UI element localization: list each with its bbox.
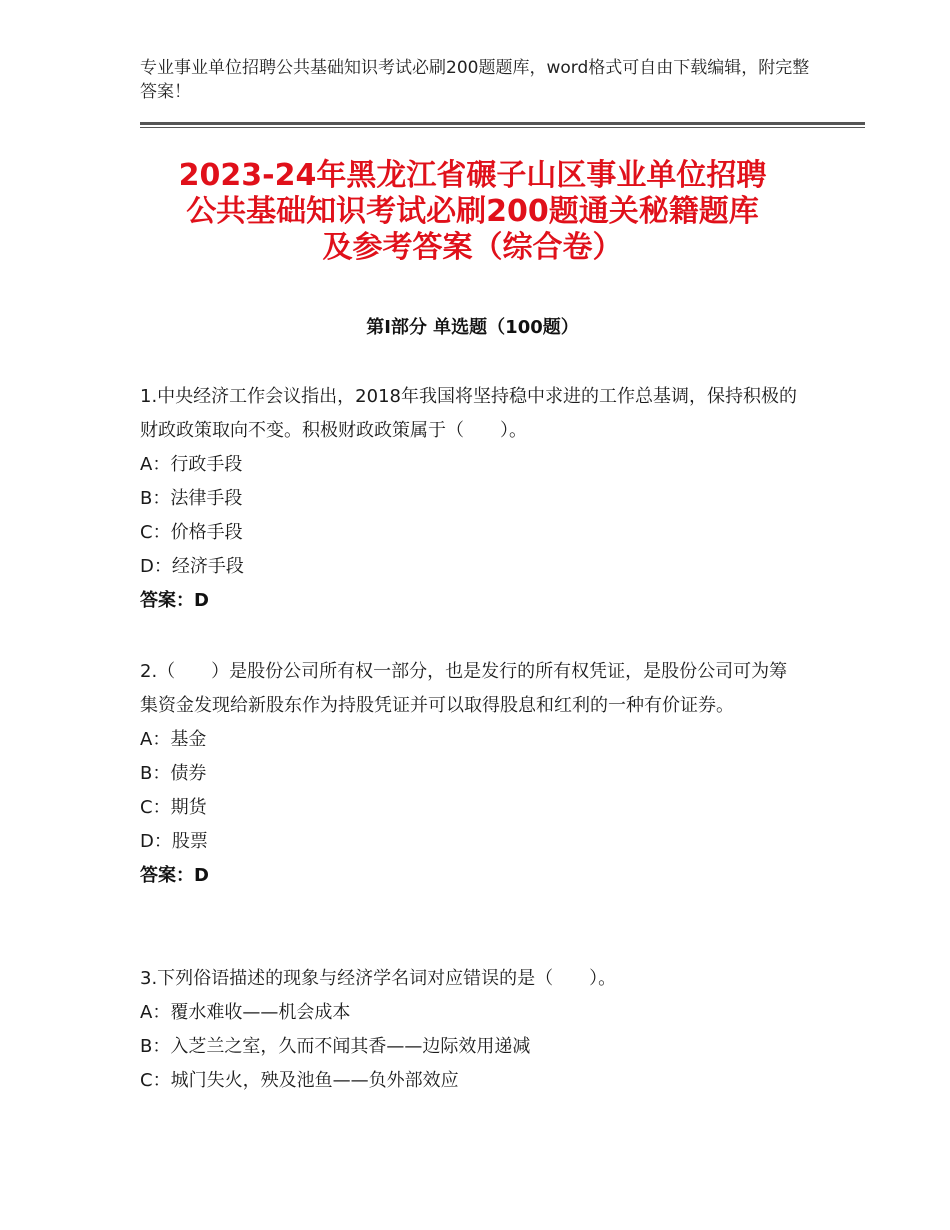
option-d: D：股票 xyxy=(140,831,208,852)
option-c: C：期货 xyxy=(140,797,207,818)
header-divider-thick xyxy=(140,122,865,125)
option-a: A：基金 xyxy=(140,729,207,750)
question-2 xyxy=(140,655,800,893)
document-title-line-2: 公共基础知识考试必刷200题通关秘籍题库 xyxy=(186,194,759,229)
option-b: B：入芝兰之室，久而不闻其香——边际效用递减 xyxy=(140,1036,531,1057)
option-a: A：行政手段 xyxy=(140,454,243,475)
option-d: D：经济手段 xyxy=(140,556,244,577)
question-1 xyxy=(140,380,800,618)
answer: 答案：D xyxy=(140,865,209,886)
question-stem: 3.下列俗语描述的现象与经济学名词对应错误的是（ ）。 xyxy=(140,968,617,989)
header-note: 专业事业单位招聘公共基础知识考试必刷200题题库，word格式可自由下载编辑，附完整答案！ xyxy=(140,58,810,102)
question-3 xyxy=(140,962,800,1098)
header-divider-thin xyxy=(140,127,865,128)
option-b: B：债券 xyxy=(140,763,207,784)
option-c: C：价格手段 xyxy=(140,522,243,543)
option-c: C：城门失火，殃及池鱼——负外部效应 xyxy=(140,1070,459,1091)
section-title: 第Ⅰ部分 单选题（100题） xyxy=(366,317,579,338)
document-title-line-3: 及参考答案（综合卷） xyxy=(322,230,623,265)
question-stem: 2.（ ）是股份公司所有权一部分，也是发行的所有权凭证，是股份公司可为筹集资金发现给新股东作为持股凭证并可以取得股息和红利的一种有价证券。 xyxy=(140,661,788,716)
answer: 答案：D xyxy=(140,590,209,611)
option-a: A：覆水难收——机会成本 xyxy=(140,1002,351,1023)
option-b: B：法律手段 xyxy=(140,488,243,509)
document-title xyxy=(140,158,805,266)
question-stem: 1.中央经济工作会议指出，2018年我国将坚持稳中求进的工作总基调，保持积极的财政政策取向不变。积极财政政策属于（ ）。 xyxy=(140,386,797,441)
document-title-line-1: 2023-24年黑龙江省碾子山区事业单位招聘 xyxy=(178,158,767,193)
